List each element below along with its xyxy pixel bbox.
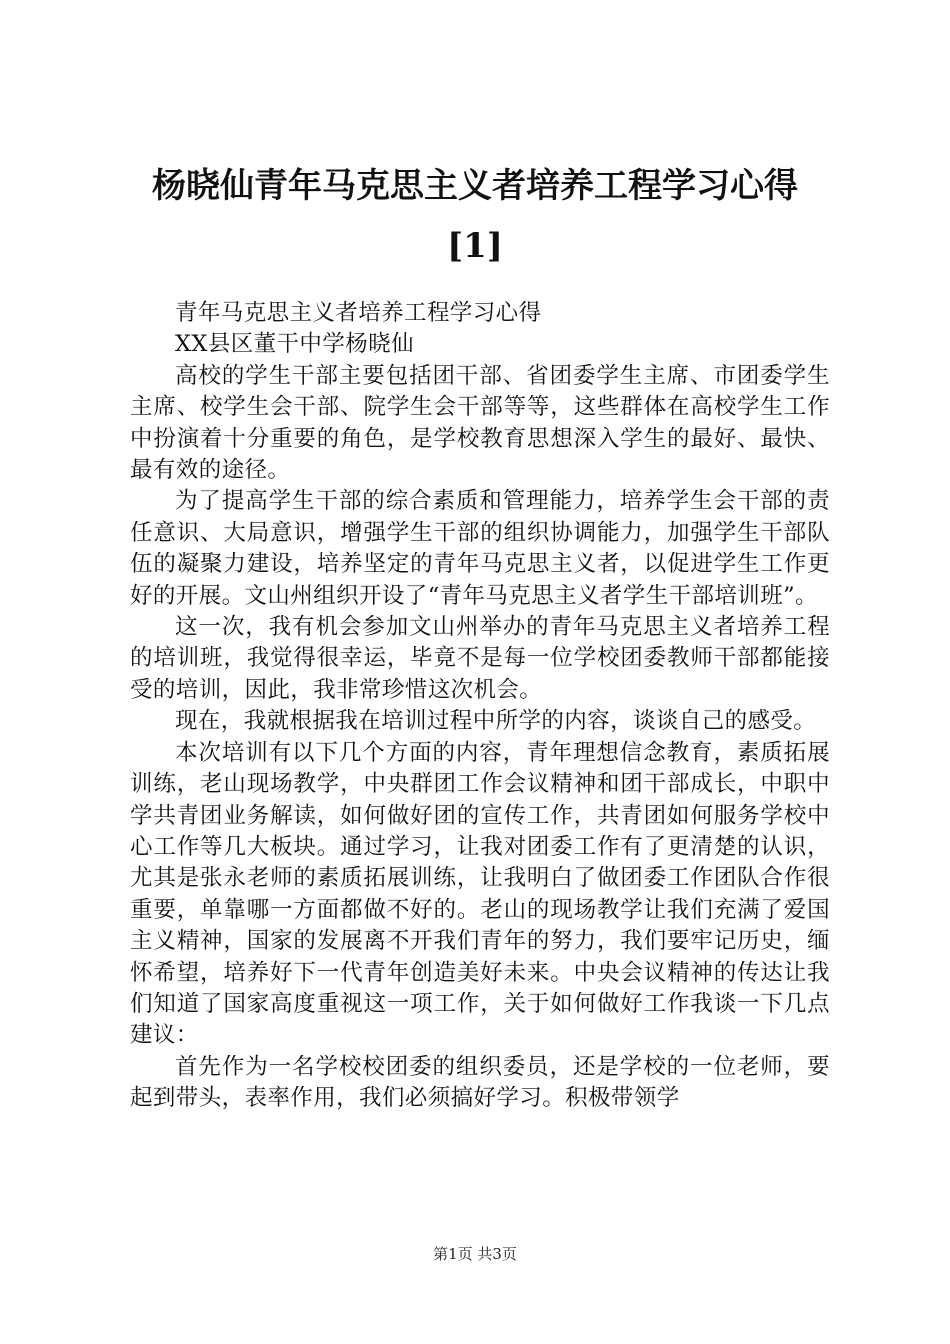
paragraph: 现在，我就根据我在培训过程中所学的内容，谈谈自己的感受。 (175, 708, 817, 735)
paragraph: 这一次，我有机会参加文山州举办的青年马克思主义者培养工程的培训班，我觉得很幸运，毕竟不是每一位学校团委教师干部都能接受的培训，因此，我非常珍惜这次机会。 (130, 614, 830, 703)
paragraph: 为了提高学生干部的综合素质和管理能力，培养学生会干部的责任意识、大局意识，增强学生干部的组织协调能力，加强学生干部队伍的凝聚力建设，培养坚定的青年马克思主义者，以促进学生工作更好的开展。文山州组织开设了“青年马克思主义者学生干部培训班”。 (130, 488, 830, 609)
paragraph: 本次培训有以下几个方面的内容，青年理想信念教育，素质拓展训练，老山现场教学，中央群团工作会议精神和团干部成长，中职中学共青团业务解读，如何做好团的宣传工作，共青团如何服务学校中心工作等几大板块。通过学习，让我对团委工作有了更清楚的认识，尤其是张永老师的素质拓展训练，让我明白了做团委工作团队合作很重要，单靠哪一方面都做不好的。老山的现场教学让我们充满了爱国主义精神，国家的发展离不开我们青年的努力，我们要牢记历史，缅怀希望，培养好下一代青年创造美好未来。中央会议精神的传达让我们知道了国家高度重视这一项工作，关于如何做好工作我谈一下几点建议： (130, 739, 830, 1049)
document-title: 杨晓仙青年马克思主义者培养工程学习心得 (152, 166, 798, 206)
paragraph: 高校的学生干部主要包括团干部、省团委学生主席、市团委学生主席、校学生会干部、院学生会干部等等，这些群体在高校学生工作中扮演着十分重要的角色，是学校教育思想深入学生的最好、最快、最有效的途径。 (130, 362, 830, 484)
document-body (130, 298, 830, 1115)
page-footer: 第1页 共3页 (433, 1245, 517, 1263)
document-title-suffix: [1] (447, 226, 503, 266)
paragraph-subtitle: 青年马克思主义者培养工程学习心得 (175, 300, 542, 326)
paragraph-author: XX县区董干中学杨晓仙 (175, 331, 414, 358)
paragraph: 首先作为一名学校校团委的组织委员，还是学校的一位老师，要起到带头，表率作用，我们必须搞好学习。积极带领学 (130, 1053, 830, 1112)
